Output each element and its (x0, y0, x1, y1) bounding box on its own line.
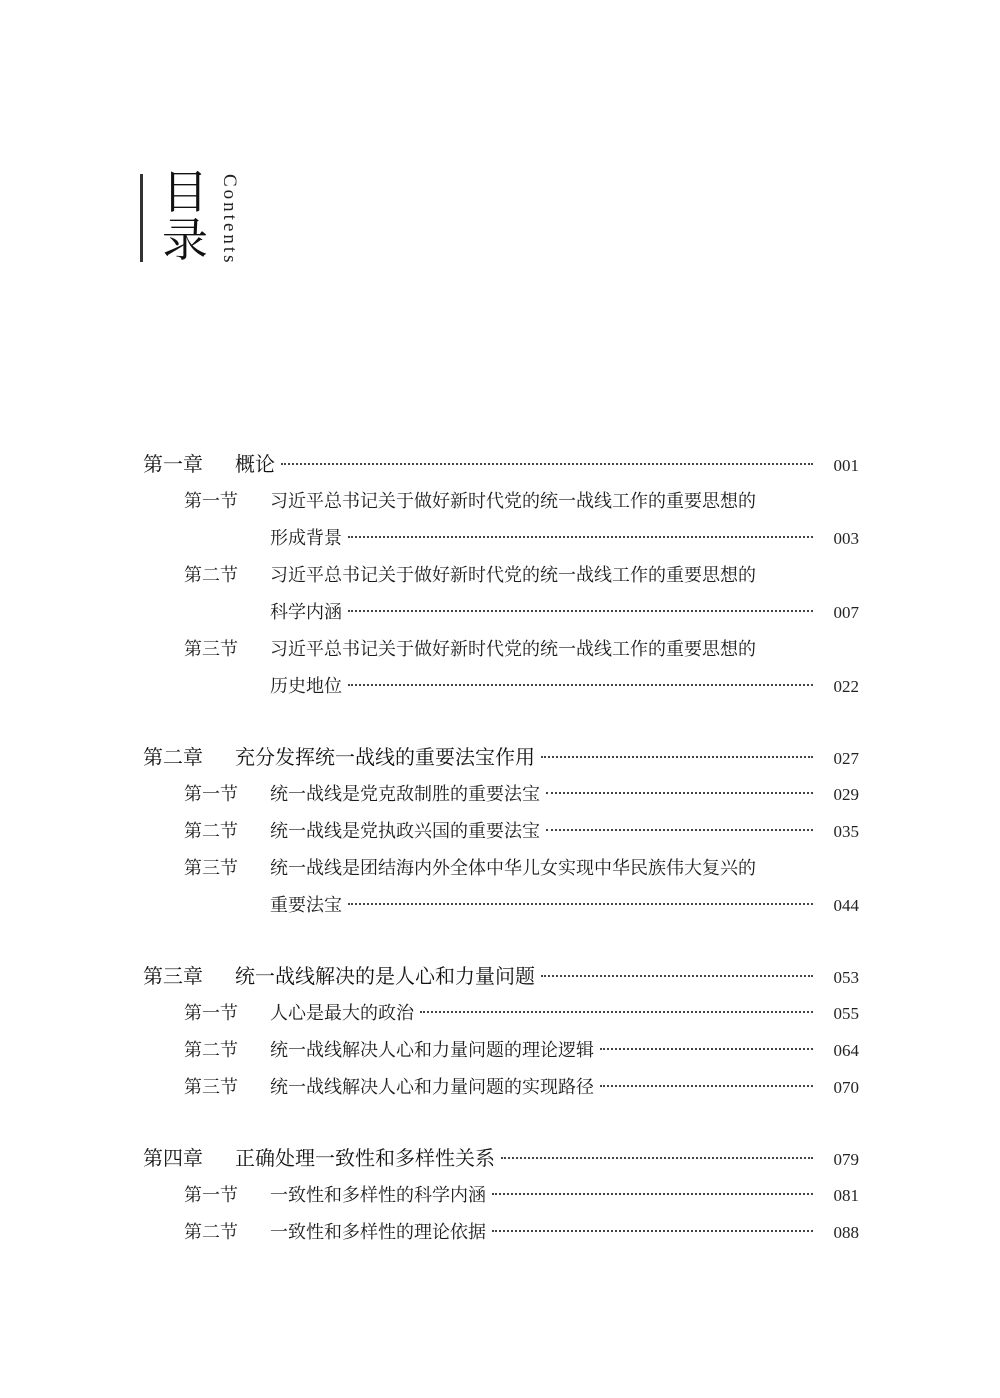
section-label: 第一节 (184, 491, 238, 512)
page-number: 001 (833, 456, 859, 475)
section-entry[interactable] (143, 557, 859, 594)
dot-leader (348, 610, 813, 612)
section-entry[interactable] (143, 631, 859, 668)
section-entry[interactable] (143, 995, 859, 1032)
section-entry[interactable] (143, 1032, 859, 1069)
section-label: 第一节 (184, 784, 238, 805)
section-label: 第二节 (184, 1222, 238, 1243)
section-label: 第一节 (184, 1003, 238, 1024)
section-entry-continued[interactable] (143, 668, 859, 705)
page-number: 003 (833, 529, 859, 548)
section-label: 第二节 (184, 565, 238, 586)
page-number: 035 (833, 822, 859, 841)
section-entry[interactable] (143, 1069, 859, 1106)
dot-leader (348, 536, 813, 538)
page-number: 088 (833, 1223, 859, 1242)
chapter-title: 统一战线解决的是人心和力量问题 (235, 964, 535, 988)
dot-leader (541, 756, 813, 758)
dot-leader (420, 1011, 813, 1013)
section-label: 第三节 (184, 1077, 238, 1098)
section-entry[interactable] (143, 813, 859, 850)
section-title: 习近平总书记关于做好新时代党的统一战线工作的重要思想的 (270, 565, 756, 586)
section-title-continued: 重要法宝 (270, 895, 342, 916)
dot-leader (600, 1085, 813, 1087)
page-number: 081 (833, 1186, 859, 1205)
heading-rule (140, 174, 143, 262)
page-number: 053 (833, 968, 859, 987)
page-number: 044 (833, 896, 859, 915)
page-number: 055 (833, 1004, 859, 1023)
section-entry[interactable] (143, 1177, 859, 1214)
section-title: 习近平总书记关于做好新时代党的统一战线工作的重要思想的 (270, 491, 756, 512)
chapter-label: 第三章 (143, 964, 203, 988)
section-entry[interactable] (143, 1214, 859, 1251)
page-number: 079 (833, 1150, 859, 1169)
toc-chapter (143, 446, 859, 705)
page-number: 070 (833, 1078, 859, 1097)
section-title: 人心是最大的政治 (270, 1003, 414, 1024)
section-title: 统一战线是党克敌制胜的重要法宝 (270, 784, 540, 805)
section-title-continued: 历史地位 (270, 676, 342, 697)
chapter-title: 概论 (235, 452, 275, 476)
toc-chapter (143, 958, 859, 1106)
section-title: 统一战线是团结海内外全体中华儿女实现中华民族伟大复兴的 (270, 858, 756, 879)
heading-chinese: 目录 (162, 165, 208, 267)
section-title: 统一战线是党执政兴国的重要法宝 (270, 821, 540, 842)
section-entry-continued[interactable] (143, 594, 859, 631)
chapter-title: 充分发挥统一战线的重要法宝作用 (235, 745, 535, 769)
dot-leader (348, 684, 813, 686)
dot-leader (546, 792, 813, 794)
chapter-entry[interactable] (143, 958, 859, 995)
section-title-continued: 形成背景 (270, 528, 342, 549)
chapter-label: 第四章 (143, 1146, 203, 1170)
section-title-continued: 科学内涵 (270, 602, 342, 623)
chapter-title: 正确处理一致性和多样性关系 (235, 1146, 495, 1170)
section-title: 习近平总书记关于做好新时代党的统一战线工作的重要思想的 (270, 639, 756, 660)
section-entry-continued[interactable] (143, 887, 859, 924)
heading-english: Contents (219, 174, 240, 266)
dot-leader (501, 1157, 813, 1159)
page-number: 022 (833, 677, 859, 696)
section-label: 第三节 (184, 858, 238, 879)
section-title: 统一战线解决人心和力量问题的实现路径 (270, 1077, 594, 1098)
dot-leader (546, 829, 813, 831)
page-number: 027 (833, 749, 859, 768)
chapter-label: 第二章 (143, 745, 203, 769)
table-of-contents (143, 446, 859, 1285)
section-label: 第三节 (184, 639, 238, 660)
section-entry[interactable] (143, 776, 859, 813)
page-number: 007 (833, 603, 859, 622)
chapter-entry[interactable] (143, 1140, 859, 1177)
section-label: 第一节 (184, 1185, 238, 1206)
chapter-label: 第一章 (143, 452, 203, 476)
chapter-entry[interactable] (143, 446, 859, 483)
toc-chapter (143, 1140, 859, 1251)
page-number: 064 (833, 1041, 859, 1060)
section-label: 第二节 (184, 821, 238, 842)
toc-heading (140, 165, 250, 308)
section-title: 一致性和多样性的科学内涵 (270, 1185, 486, 1206)
page-number: 029 (833, 785, 859, 804)
dot-leader (492, 1230, 813, 1232)
section-title: 统一战线解决人心和力量问题的理论逻辑 (270, 1040, 594, 1061)
dot-leader (281, 463, 813, 465)
section-entry-continued[interactable] (143, 520, 859, 557)
dot-leader (541, 975, 813, 977)
section-title: 一致性和多样性的理论依据 (270, 1222, 486, 1243)
section-entry[interactable] (143, 850, 859, 887)
chapter-entry[interactable] (143, 739, 859, 776)
dot-leader (492, 1193, 813, 1195)
toc-chapter (143, 739, 859, 924)
section-label: 第二节 (184, 1040, 238, 1061)
dot-leader (348, 903, 813, 905)
section-entry[interactable] (143, 483, 859, 520)
dot-leader (600, 1048, 813, 1050)
